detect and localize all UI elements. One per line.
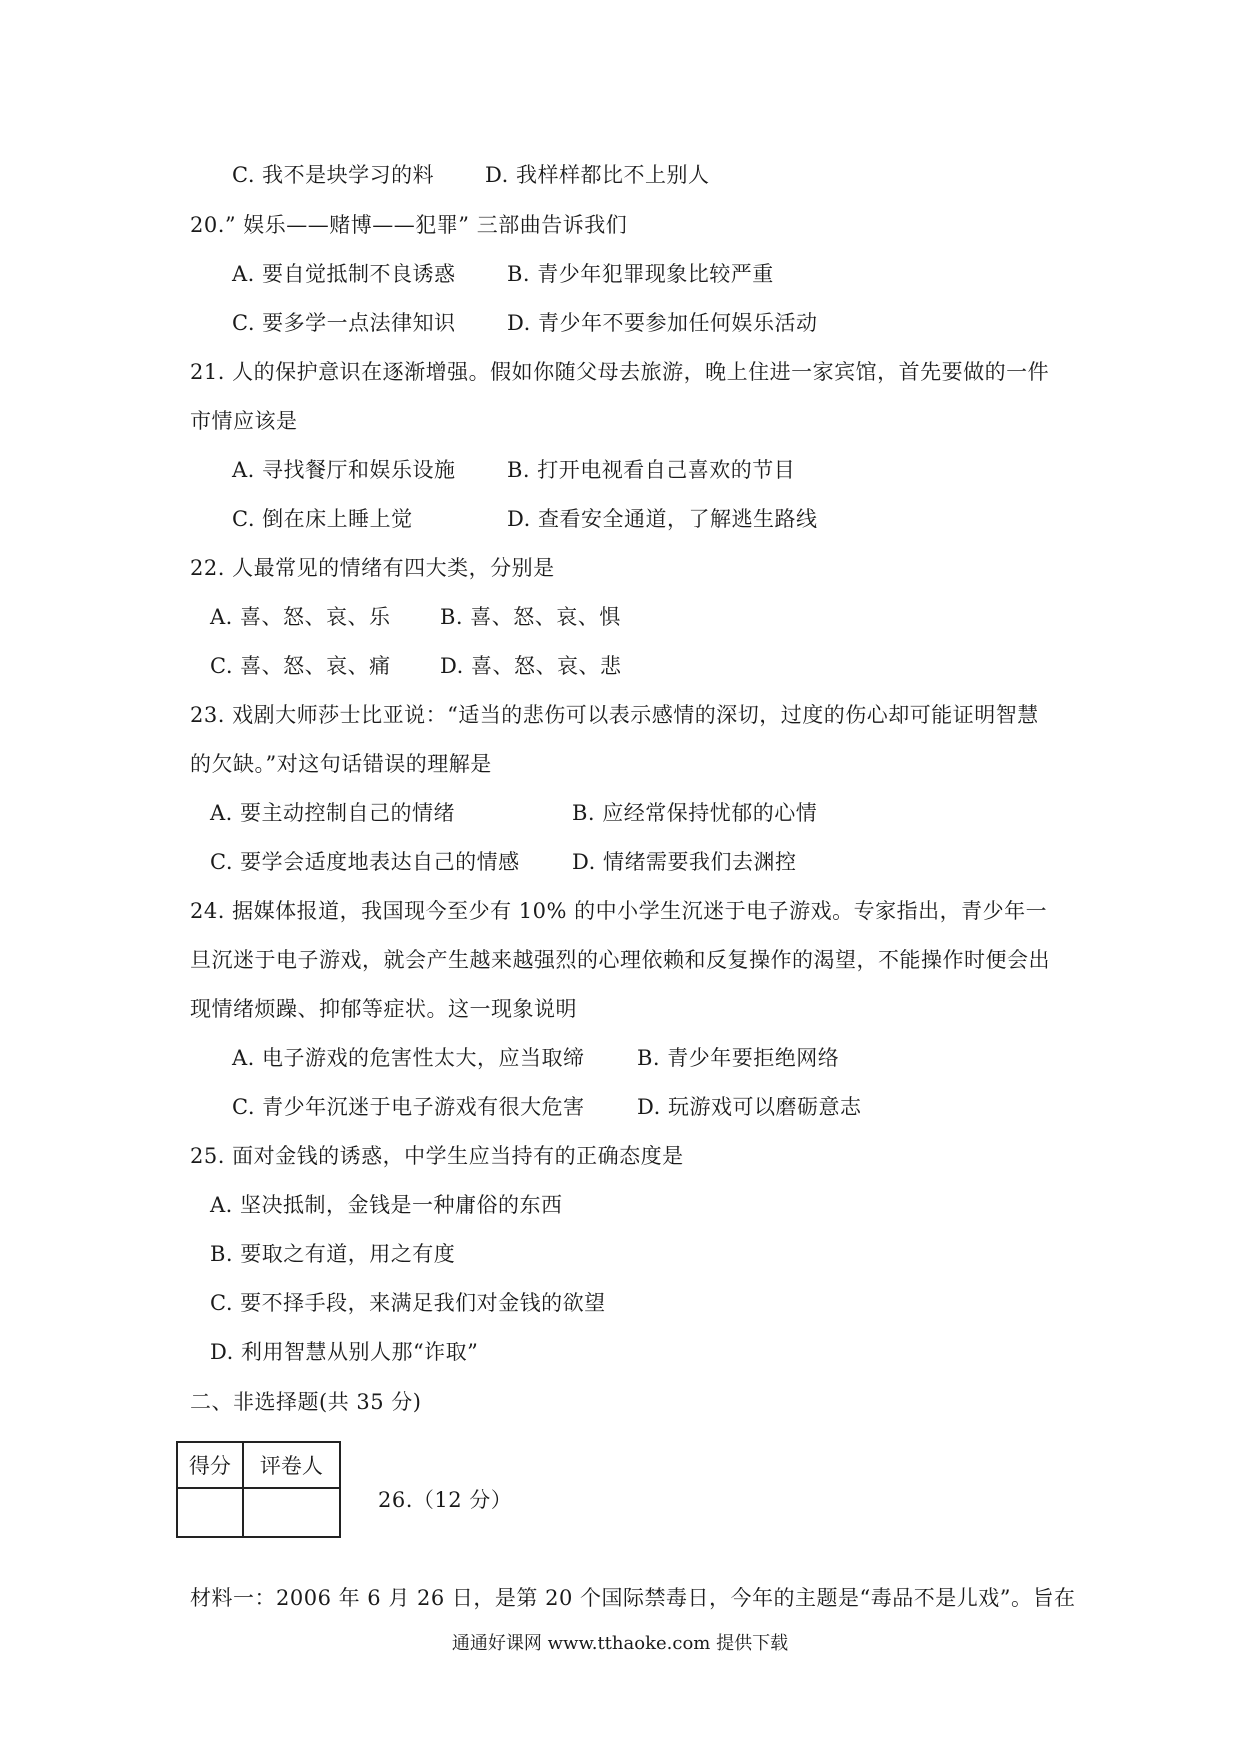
q24-stem-line3: 现情绪烦躁、抑郁等症状。这一现象说明 bbox=[190, 997, 577, 1021]
q20-option-a: A. 要自觉抵制不良诱惑 bbox=[232, 262, 456, 286]
grader-header: 评卷人 bbox=[243, 1442, 340, 1488]
q22-option-d: D. 喜、怒、哀、悲 bbox=[440, 654, 622, 678]
q24-option-d: D. 玩游戏可以磨砺意志 bbox=[637, 1095, 862, 1119]
q23-option-a: A. 要主动控制自己的情绪 bbox=[210, 801, 456, 825]
q23-stem-line2: 的欠缺。”对这句话错误的理解是 bbox=[190, 752, 492, 776]
q21-option-c: C. 倒在床上睡上觉 bbox=[232, 507, 413, 531]
score-cell bbox=[177, 1488, 243, 1537]
q21-option-a: A. 寻找餐厅和娱乐设施 bbox=[232, 458, 456, 482]
q24-stem-line1: 24. 据媒体报道，我国现今至少有 10% 的中小学生沉迷于电子游戏。专家指出，青少年一 bbox=[190, 899, 1048, 923]
page-footer: 通通好课网 www.tthaoke.com 提供下载 bbox=[451, 1633, 789, 1654]
q25-option-c: C. 要不择手段，来满足我们对金钱的欲望 bbox=[210, 1291, 606, 1315]
q23-option-b: B. 应经常保持忧郁的心情 bbox=[572, 801, 818, 825]
score-header: 得分 bbox=[177, 1442, 243, 1488]
q24-stem-line2: 旦沉迷于电子游戏，就会产生越来越强烈的心理依赖和反复操作的渴望，不能操作时便会出 bbox=[190, 948, 1050, 972]
q21-option-b: B. 打开电视看自己喜欢的节目 bbox=[507, 458, 796, 482]
q21-option-d: D. 查看安全通道，了解逃生路线 bbox=[507, 507, 818, 531]
score-table bbox=[176, 1441, 341, 1538]
q24-option-a: A. 电子游戏的危害性太大，应当取缔 bbox=[232, 1046, 585, 1070]
q22-option-b: B. 喜、怒、哀、惧 bbox=[440, 605, 621, 629]
q25-option-b: B. 要取之有道，用之有度 bbox=[210, 1242, 456, 1266]
q24-option-c: C. 青少年沉迷于电子游戏有很大危害 bbox=[232, 1095, 585, 1119]
q23-option-c: C. 要学会适度地表达自己的情感 bbox=[210, 850, 520, 874]
grader-cell bbox=[243, 1488, 340, 1537]
q21-stem-line2: 市情应该是 bbox=[190, 409, 298, 433]
q22-option-c: C. 喜、怒、哀、痛 bbox=[210, 654, 391, 678]
q22-option-a: A. 喜、怒、哀、乐 bbox=[210, 605, 391, 629]
q23-option-d: D. 情绪需要我们去渊控 bbox=[572, 850, 797, 874]
q19-option-c: C. 我不是块学习的料 bbox=[232, 163, 435, 187]
q20-option-d: D. 青少年不要参加任何娱乐活动 bbox=[507, 311, 818, 335]
q25-stem: 25. 面对金钱的诱惑，中学生应当持有的正确态度是 bbox=[190, 1144, 684, 1168]
q20-option-b: B. 青少年犯罪现象比较严重 bbox=[507, 262, 774, 286]
q25-option-a: A. 坚决抵制，金钱是一种庸俗的东西 bbox=[210, 1193, 563, 1217]
q24-option-b: B. 青少年要拒绝网络 bbox=[637, 1046, 840, 1070]
q25-option-d: D. 利用智慧从别人那“诈取” bbox=[210, 1340, 479, 1364]
q20-option-c: C. 要多学一点法律知识 bbox=[232, 311, 456, 335]
q23-stem-line1: 23. 戏剧大师莎士比亚说：“适当的悲伤可以表示感情的深切，过度的伤心却可能证明智慧 bbox=[190, 703, 1039, 727]
section2-title: 二、非选择题(共 35 分) bbox=[190, 1390, 422, 1414]
q19-option-d: D. 我样样都比不上别人 bbox=[485, 163, 710, 187]
q26-material1: 材料一：2006 年 6 月 26 日，是第 20 个国际禁毒日，今年的主题是“毒品不是儿戏”。旨在 bbox=[190, 1586, 1076, 1610]
q26-label: 26.（12 分） bbox=[378, 1488, 513, 1512]
q22-stem: 22. 人最常见的情绪有四大类，分别是 bbox=[190, 556, 555, 580]
q20-stem: 20.” 娱乐——赌博——犯罪” 三部曲告诉我们 bbox=[190, 213, 628, 237]
q21-stem-line1: 21. 人的保护意识在逐渐增强。假如你随父母去旅游，晚上住进一家宾馆，首先要做的一件 bbox=[190, 360, 1050, 384]
